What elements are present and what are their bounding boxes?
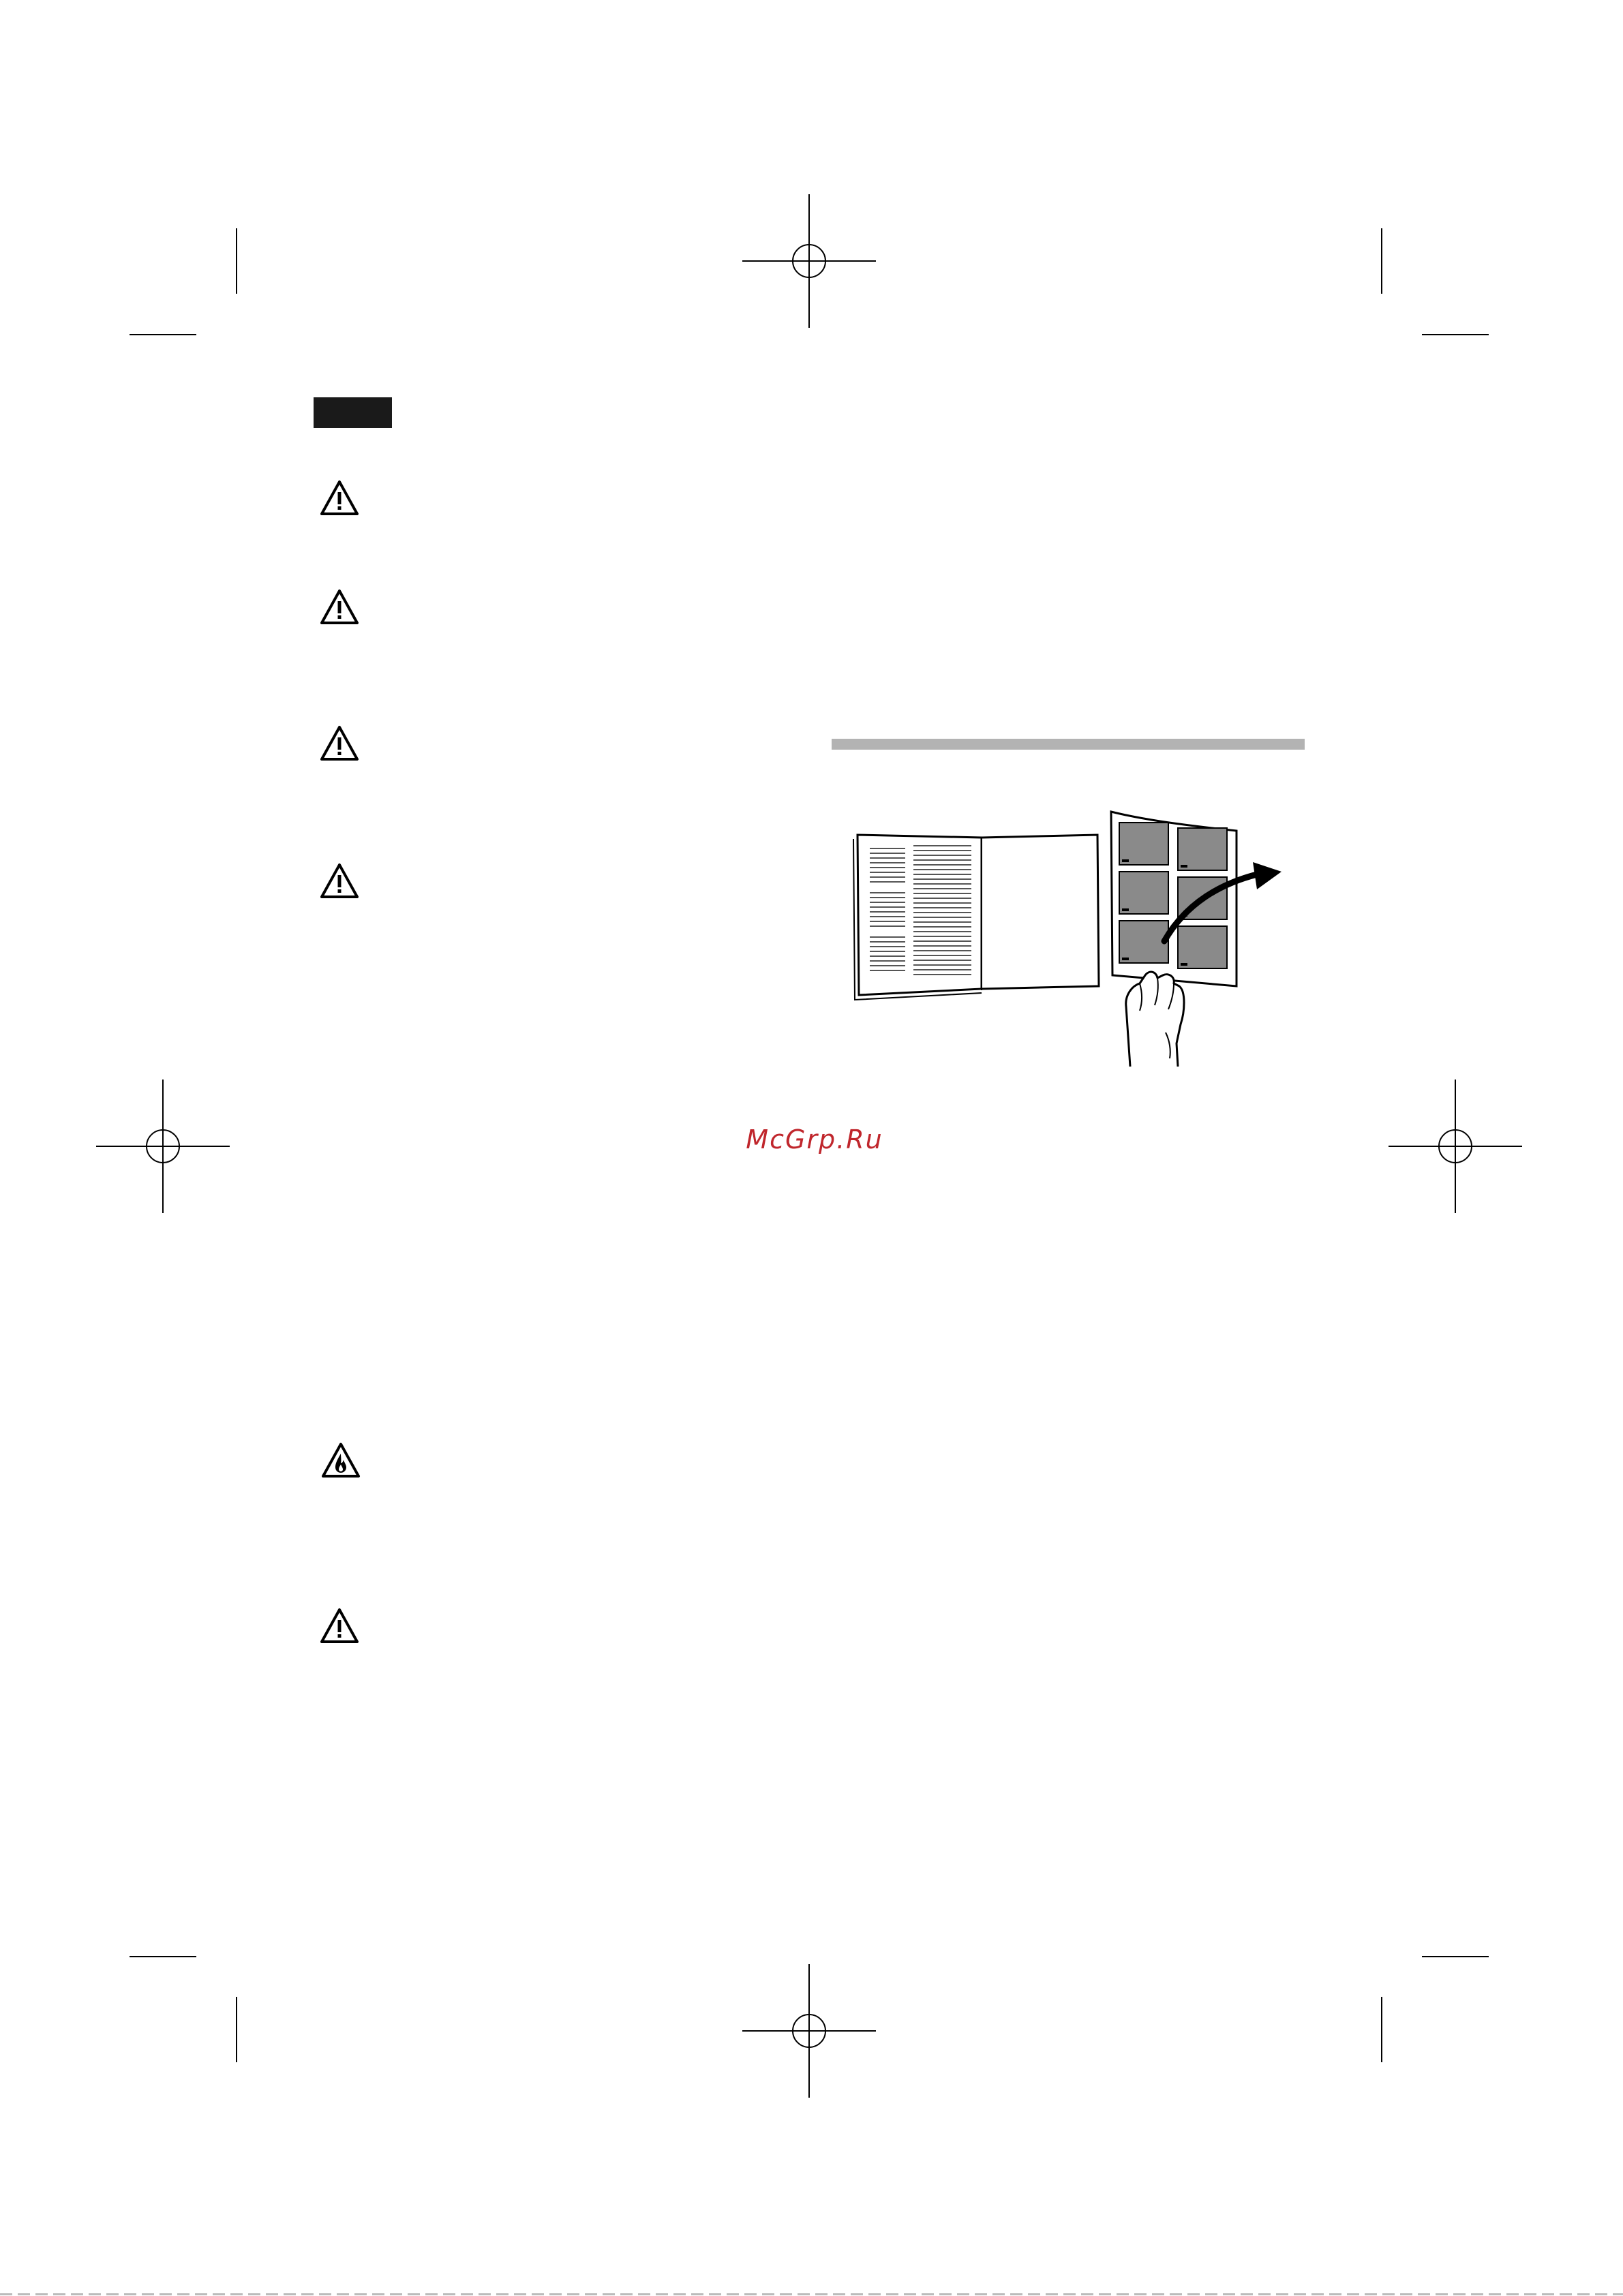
crop-mark-top-left-vertical (236, 228, 237, 294)
booklet-foldout-illustration (845, 808, 1288, 1067)
registration-mark-icon (1389, 1080, 1522, 1213)
crop-mark-bottom-left-vertical (236, 1997, 237, 2062)
crop-mark-top-right-horizontal (1422, 334, 1489, 335)
crop-mark-bottom-left-horizontal (130, 1956, 196, 1957)
warning-triangle-icon (319, 1607, 360, 1645)
registration-mark-icon (742, 1964, 876, 2098)
registration-mark-icon (742, 194, 876, 328)
warning-triangle-icon (319, 724, 360, 763)
flammable-warning-icon (320, 1441, 361, 1480)
page-bottom-edge (0, 2293, 1623, 2295)
section-rule (832, 739, 1305, 750)
crop-mark-bottom-right-vertical (1381, 1997, 1382, 2062)
crop-mark-top-left-horizontal (130, 334, 196, 335)
registration-mark-icon (96, 1080, 230, 1213)
warning-triangle-icon (319, 862, 360, 900)
warning-triangle-icon (319, 479, 360, 517)
watermark-text: McGrp.Ru (746, 1124, 883, 1154)
crop-mark-bottom-right-horizontal (1422, 1956, 1489, 1957)
crop-mark-top-right-vertical (1381, 228, 1382, 294)
language-tab (314, 397, 392, 428)
warning-triangle-icon (319, 588, 360, 626)
